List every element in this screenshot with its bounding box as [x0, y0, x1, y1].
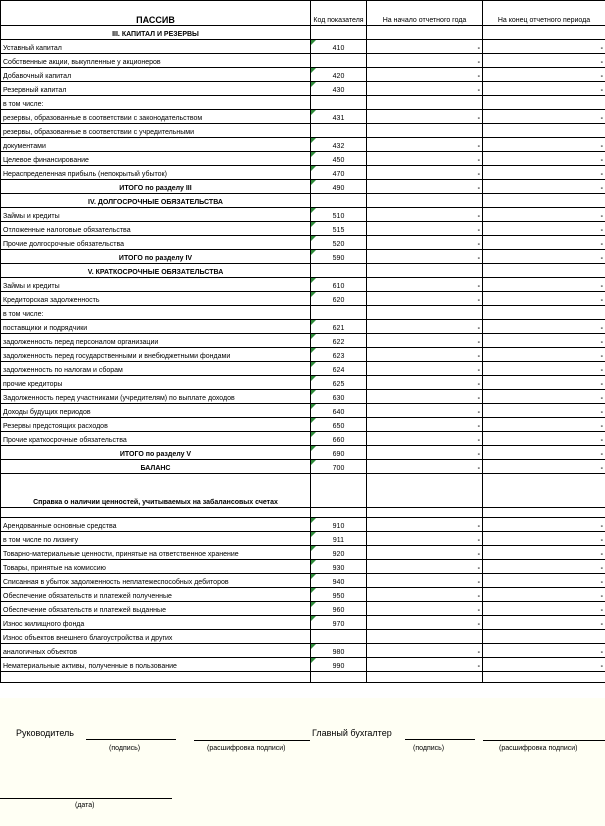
table-header-row	[1, 1, 605, 26]
table-row	[1, 278, 605, 292]
subheading-row	[1, 630, 605, 644]
row-code: 620	[311, 292, 367, 306]
table-row	[1, 110, 605, 124]
value-end	[483, 306, 605, 320]
value-begin: -	[367, 446, 483, 460]
row-label: Списанная в убыток задолженность неплатежеспособных дебиторов	[1, 574, 311, 588]
row-code: 432	[311, 138, 367, 152]
row-code: 610	[311, 278, 367, 292]
value-end: -	[483, 236, 605, 250]
row-code: 911	[311, 532, 367, 546]
date-line	[0, 798, 172, 799]
value-end	[483, 474, 605, 508]
table-row	[1, 390, 605, 404]
row-label: Займы и кредиты	[1, 208, 311, 222]
row-label: задолженность перед государственными и внебюджетными фондами	[1, 348, 311, 362]
table-row	[1, 82, 605, 96]
value-end: -	[483, 432, 605, 446]
value-end: -	[483, 68, 605, 82]
value-begin: -	[367, 278, 483, 292]
row-label: Задолженность перед участниками (учредителям) по выплате доходов	[1, 390, 311, 404]
head-signature-line	[86, 739, 176, 740]
value-end	[483, 96, 605, 110]
row-code: 960	[311, 602, 367, 616]
value-end: -	[483, 166, 605, 180]
table-row	[1, 68, 605, 82]
table-row	[1, 602, 605, 616]
row-code: 920	[311, 546, 367, 560]
value-end: -	[483, 82, 605, 96]
value-begin: -	[367, 658, 483, 672]
row-label: поставщики и подрядчики	[1, 320, 311, 334]
row-label: Арендованные основные средства	[1, 518, 311, 532]
row-code	[311, 630, 367, 644]
row-code: 623	[311, 348, 367, 362]
value-end: -	[483, 602, 605, 616]
row-code: 640	[311, 404, 367, 418]
row-label: Резервы предстоящих расходов	[1, 418, 311, 432]
accountant-decoding-caption: (расшифровка подписи)	[499, 745, 578, 752]
value-end: -	[483, 588, 605, 602]
section-row	[1, 194, 605, 208]
value-begin: -	[367, 208, 483, 222]
empty-cell	[311, 508, 367, 518]
value-begin: -	[367, 644, 483, 658]
empty-cell	[311, 672, 367, 683]
table-row	[1, 138, 605, 152]
row-code: 410	[311, 40, 367, 54]
row-code: 690	[311, 446, 367, 460]
value-end: -	[483, 460, 605, 474]
row-label: аналогичных объектов	[1, 644, 311, 658]
value-begin: -	[367, 82, 483, 96]
value-end: -	[483, 348, 605, 362]
total-label: ИТОГО по разделу V	[1, 446, 311, 460]
row-code	[311, 194, 367, 208]
table-row	[1, 518, 605, 532]
table-row	[1, 236, 605, 250]
value-begin: -	[367, 348, 483, 362]
value-begin: -	[367, 460, 483, 474]
table-row	[1, 40, 605, 54]
section-title: IV. ДОЛГОСРОЧНЫЕ ОБЯЗАТЕЛЬСТВА	[1, 194, 311, 208]
row-label: резервы, образованные в соответствии с учредительными	[1, 124, 311, 138]
row-code: 420	[311, 68, 367, 82]
value-begin: -	[367, 432, 483, 446]
value-end: -	[483, 560, 605, 574]
spacer-row	[1, 508, 605, 518]
empty-cell	[1, 508, 311, 518]
value-begin: -	[367, 152, 483, 166]
value-begin	[367, 124, 483, 138]
table-row	[1, 362, 605, 376]
value-end: -	[483, 334, 605, 348]
value-begin: -	[367, 616, 483, 630]
empty-row	[1, 672, 605, 683]
table-row	[1, 574, 605, 588]
row-code: 990	[311, 658, 367, 672]
row-label: Добавочный капитал	[1, 68, 311, 82]
row-label: задолженность по налогам и сборам	[1, 362, 311, 376]
value-end	[483, 630, 605, 644]
table-row	[1, 418, 605, 432]
row-code	[311, 264, 367, 278]
value-end: -	[483, 390, 605, 404]
value-end: -	[483, 362, 605, 376]
value-begin: -	[367, 236, 483, 250]
value-end: -	[483, 658, 605, 672]
value-end: -	[483, 40, 605, 54]
accountant-signature-line	[405, 739, 475, 740]
value-end: -	[483, 532, 605, 546]
value-end: -	[483, 208, 605, 222]
value-end	[483, 26, 605, 40]
table-row	[1, 432, 605, 446]
row-code	[311, 26, 367, 40]
value-begin: -	[367, 40, 483, 54]
row-label: Прочие долгосрочные обязательства	[1, 236, 311, 250]
row-label: задолженность перед персоналом организации	[1, 334, 311, 348]
value-begin: -	[367, 532, 483, 546]
row-code: 630	[311, 390, 367, 404]
reference-title: Справка о наличии ценностей, учитываемых на забалансовых счетах	[1, 474, 311, 508]
table-row	[1, 616, 605, 630]
value-begin: -	[367, 376, 483, 390]
value-begin	[367, 264, 483, 278]
section-row	[1, 26, 605, 40]
table-row	[1, 166, 605, 180]
table-row	[1, 292, 605, 306]
column-header-year-start: На начало отчетного года	[367, 1, 483, 26]
head-label: Руководитель	[16, 728, 74, 738]
row-code: 910	[311, 518, 367, 532]
value-begin: -	[367, 518, 483, 532]
row-label: Товарно-материальные ценности, принятые на ответственное хранение	[1, 546, 311, 560]
table-row	[1, 404, 605, 418]
row-code: 470	[311, 166, 367, 180]
total-row	[1, 180, 605, 194]
row-label: Товары, принятые на комиссию	[1, 560, 311, 574]
accountant-signature-caption: (подпись)	[413, 745, 445, 752]
total-row	[1, 446, 605, 460]
table-row	[1, 320, 605, 334]
row-code	[311, 96, 367, 110]
value-begin	[367, 26, 483, 40]
head-decoding-caption: (расшифровка подписи)	[207, 745, 286, 752]
row-code	[311, 306, 367, 320]
section-title: V. КРАТКОСРОЧНЫЕ ОБЯЗАТЕЛЬСТВА	[1, 264, 311, 278]
accountant-decoding-line	[483, 740, 605, 741]
value-begin: -	[367, 334, 483, 348]
value-end: -	[483, 574, 605, 588]
value-begin: -	[367, 404, 483, 418]
row-code: 431	[311, 110, 367, 124]
value-end: -	[483, 518, 605, 532]
row-label: Износ жилищного фонда	[1, 616, 311, 630]
row-code: 510	[311, 208, 367, 222]
table-row	[1, 546, 605, 560]
table-row	[1, 532, 605, 546]
value-begin: -	[367, 166, 483, 180]
row-code: 980	[311, 644, 367, 658]
empty-cell	[367, 672, 483, 683]
value-end	[483, 264, 605, 278]
value-end: -	[483, 546, 605, 560]
row-code: 950	[311, 588, 367, 602]
row-code: 490	[311, 180, 367, 194]
value-begin	[367, 630, 483, 644]
row-code	[311, 124, 367, 138]
value-end: -	[483, 250, 605, 264]
table-row	[1, 152, 605, 166]
column-header-code: Код показателя	[311, 1, 367, 26]
table-row	[1, 208, 605, 222]
row-label: в том числе:	[1, 96, 311, 110]
value-end: -	[483, 54, 605, 68]
row-label: Обеспечение обязательств и платежей выданные	[1, 602, 311, 616]
row-code: 930	[311, 560, 367, 574]
empty-cell	[367, 508, 483, 518]
value-end: -	[483, 404, 605, 418]
subheading-row	[1, 96, 605, 110]
table-row	[1, 222, 605, 236]
row-code: 515	[311, 222, 367, 236]
row-label: Износ объектов внешнего благоустройства и других	[1, 630, 311, 644]
value-begin: -	[367, 320, 483, 334]
row-label: в том числе:	[1, 306, 311, 320]
value-end: -	[483, 292, 605, 306]
value-begin	[367, 474, 483, 508]
table-row	[1, 560, 605, 574]
value-begin: -	[367, 110, 483, 124]
signature-area	[0, 698, 605, 826]
value-end: -	[483, 644, 605, 658]
head-decoding-line	[194, 740, 310, 741]
row-label: Обеспечение обязательств и платежей полученные	[1, 588, 311, 602]
value-begin: -	[367, 546, 483, 560]
subheading-row	[1, 124, 605, 138]
total-label: ИТОГО по разделу IV	[1, 250, 311, 264]
section-title: III. КАПИТАЛ И РЕЗЕРВЫ	[1, 26, 311, 40]
subheading-row	[1, 306, 605, 320]
row-label: резервы, образованные в соответствии с законодательством	[1, 110, 311, 124]
column-header-period-end: На конец отчетного периода	[483, 1, 605, 26]
value-end: -	[483, 278, 605, 292]
row-label: Отложенные налоговые обязательства	[1, 222, 311, 236]
table-row	[1, 334, 605, 348]
value-begin	[367, 194, 483, 208]
reference-title-row	[1, 474, 605, 508]
row-code: 700	[311, 460, 367, 474]
value-begin: -	[367, 138, 483, 152]
row-label: Займы и кредиты	[1, 278, 311, 292]
row-code: 622	[311, 334, 367, 348]
row-label: Резервный капитал	[1, 82, 311, 96]
row-code: 940	[311, 574, 367, 588]
value-end: -	[483, 376, 605, 390]
empty-cell	[483, 672, 605, 683]
table-row	[1, 348, 605, 362]
row-label: Нераспределенная прибыль (непокрытый убыток)	[1, 166, 311, 180]
value-begin: -	[367, 418, 483, 432]
row-code: 650	[311, 418, 367, 432]
row-label: Нематериальные активы, полученные в пользование	[1, 658, 311, 672]
row-code: 430	[311, 82, 367, 96]
table-row	[1, 658, 605, 672]
row-label: в том числе по лизингу	[1, 532, 311, 546]
value-end	[483, 124, 605, 138]
total-row	[1, 250, 605, 264]
row-label: Кредиторская задолженность	[1, 292, 311, 306]
table-row	[1, 588, 605, 602]
value-end: -	[483, 138, 605, 152]
value-begin: -	[367, 560, 483, 574]
value-begin: -	[367, 250, 483, 264]
value-begin	[367, 96, 483, 110]
row-code: 590	[311, 250, 367, 264]
row-label: прочие кредиторы	[1, 376, 311, 390]
value-begin: -	[367, 54, 483, 68]
value-begin: -	[367, 222, 483, 236]
row-code: 520	[311, 236, 367, 250]
value-end: -	[483, 446, 605, 460]
value-begin: -	[367, 574, 483, 588]
value-end: -	[483, 418, 605, 432]
value-begin: -	[367, 602, 483, 616]
value-end: -	[483, 320, 605, 334]
empty-cell	[483, 508, 605, 518]
column-header-passive: ПАССИВ	[1, 1, 311, 26]
value-begin: -	[367, 68, 483, 82]
row-code: 624	[311, 362, 367, 376]
value-end	[483, 194, 605, 208]
row-code: 625	[311, 376, 367, 390]
row-code: 970	[311, 616, 367, 630]
table-row	[1, 644, 605, 658]
total-row	[1, 460, 605, 474]
value-end: -	[483, 110, 605, 124]
head-signature-caption: (подпись)	[109, 745, 141, 752]
table-row	[1, 54, 605, 68]
value-end: -	[483, 222, 605, 236]
value-begin: -	[367, 390, 483, 404]
section-row	[1, 264, 605, 278]
row-label: Собственные акции, выкупленные у акционеров	[1, 54, 311, 68]
value-begin: -	[367, 292, 483, 306]
row-code	[311, 54, 367, 68]
row-code: 450	[311, 152, 367, 166]
table-row	[1, 376, 605, 390]
date-caption: (дата)	[75, 802, 95, 809]
value-begin: -	[367, 180, 483, 194]
row-code: 621	[311, 320, 367, 334]
value-end: -	[483, 180, 605, 194]
accountant-label: Главный бухгалтер	[312, 728, 392, 738]
row-code	[311, 474, 367, 508]
value-end: -	[483, 616, 605, 630]
row-label: Целевое финансирование	[1, 152, 311, 166]
row-label: документами	[1, 138, 311, 152]
row-label: Доходы будущих периодов	[1, 404, 311, 418]
value-begin: -	[367, 362, 483, 376]
empty-cell	[1, 672, 311, 683]
value-begin	[367, 306, 483, 320]
total-label: БАЛАНС	[1, 460, 311, 474]
value-begin: -	[367, 588, 483, 602]
row-code: 660	[311, 432, 367, 446]
total-label: ИТОГО по разделу III	[1, 180, 311, 194]
row-label: Прочие краткосрочные обязательства	[1, 432, 311, 446]
value-end: -	[483, 152, 605, 166]
row-label: Уставный капитал	[1, 40, 311, 54]
